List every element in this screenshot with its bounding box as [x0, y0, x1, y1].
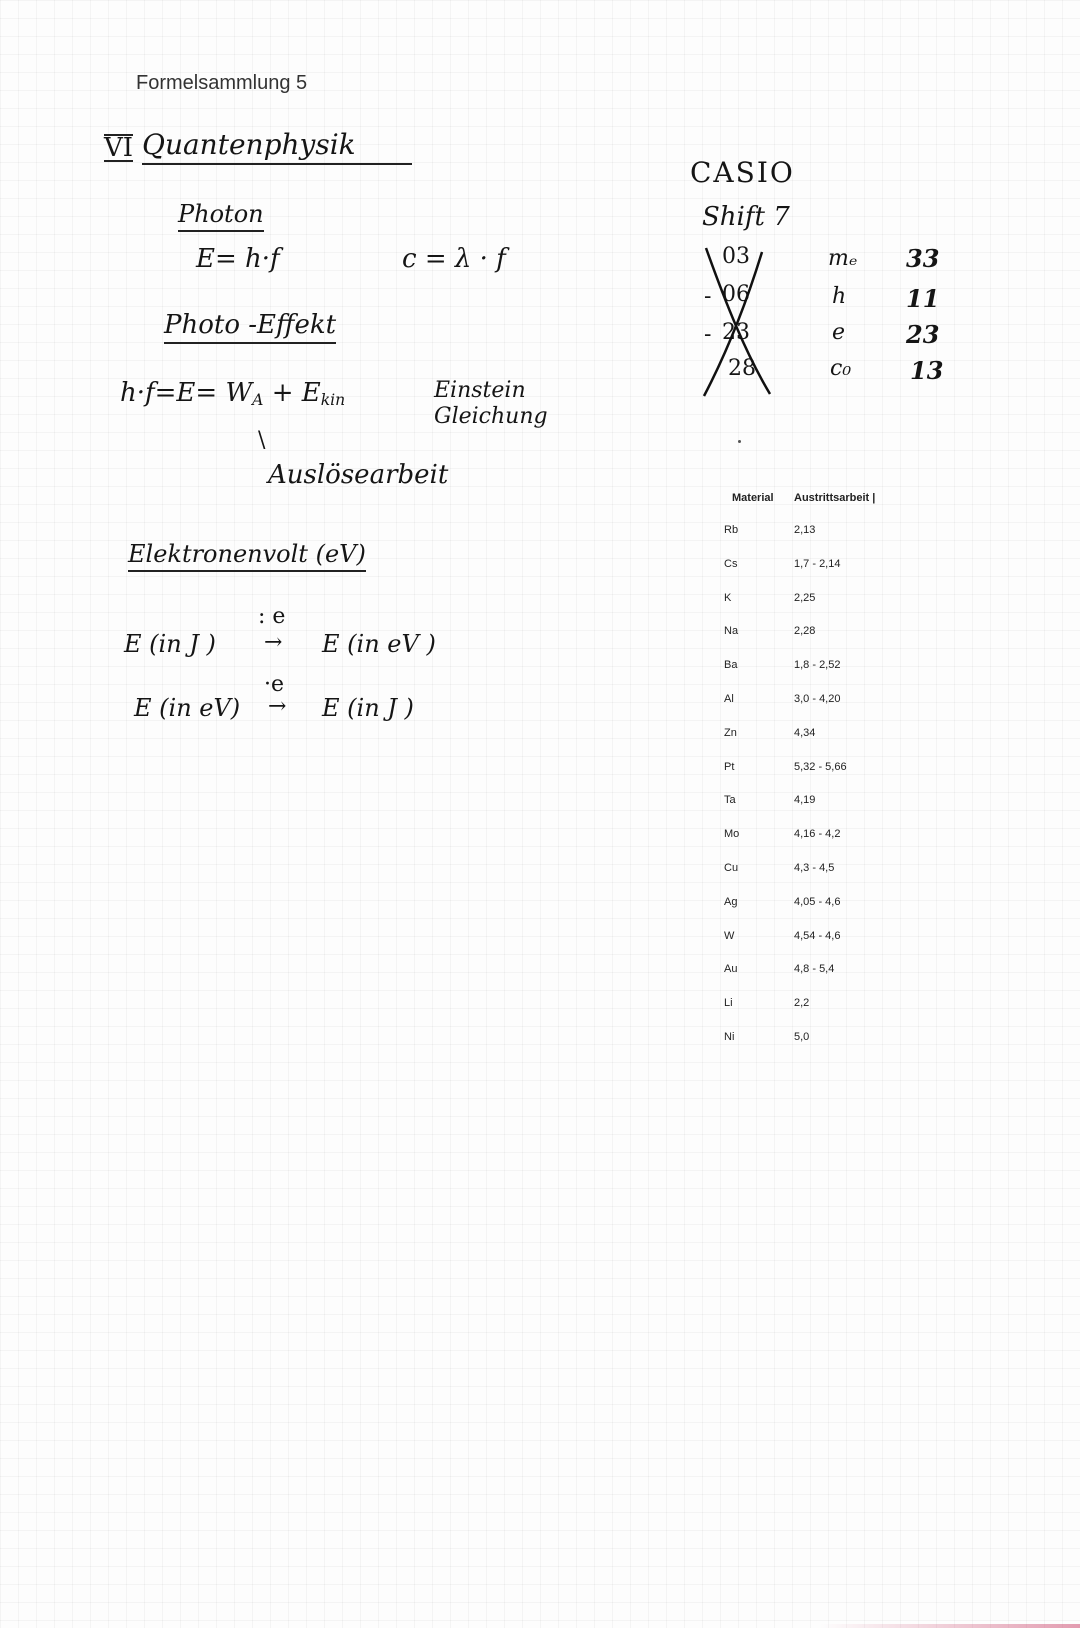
table-cell-work-function: 2,13: [794, 524, 816, 536]
casio-symbol-charge: e: [832, 320, 846, 345]
einstein-note-line2: Gleichung: [434, 404, 548, 429]
table-row: [712, 862, 932, 882]
table-cell-work-function: 2,25: [794, 591, 816, 604]
table-row: [712, 524, 932, 544]
table-cell-work-function: 2,2: [794, 997, 810, 1010]
table-cell-material: Ta: [724, 794, 736, 807]
photon-formula-energy: E= h·f: [196, 244, 280, 274]
table-row: [712, 592, 932, 612]
einstein-equation-plus: + E: [263, 378, 321, 408]
conversion-line1-arrow: →: [264, 630, 283, 655]
table-row: [712, 693, 932, 713]
table-cell-material: K: [724, 591, 732, 604]
table-cell-work-function: 4,19: [794, 794, 816, 807]
casio-shift: Shift 7: [702, 202, 790, 232]
table-header-material: Material: [732, 492, 774, 504]
table-row: [712, 727, 932, 747]
casio-dash-2: -: [704, 322, 712, 347]
casio-code-3: 23: [722, 320, 750, 345]
table-cell-work-function: 4,8 - 5,4: [794, 963, 835, 976]
casio-code-1: 03: [722, 244, 750, 269]
table-cell-work-function: 4,05 - 4,6: [794, 895, 841, 908]
kinetic-subscript: kin: [320, 390, 346, 409]
table-row: [712, 1031, 932, 1051]
table-header: [712, 488, 932, 508]
table-cell-work-function: 1,7 - 2,14: [794, 557, 841, 570]
elektronenvolt-heading: Elektronenvolt (eV): [128, 540, 366, 572]
table-cell-material: Na: [724, 625, 739, 638]
einstein-note-line1: Einstein: [434, 378, 526, 403]
work-function-subscript: A: [252, 390, 264, 409]
table-cell-material: W: [724, 929, 735, 942]
page-title: Formelsammlung 5: [136, 72, 308, 94]
work-function-arrow: \: [258, 428, 266, 453]
table-row: [712, 828, 932, 848]
casio-symbol-planck: h: [832, 284, 847, 309]
table-cell-work-function: 4,3 - 4,5: [794, 862, 835, 874]
table-cell-material: Au: [724, 963, 738, 976]
table-row: [712, 896, 932, 916]
photoeffekt-heading: Photo -Effekt: [164, 310, 336, 344]
casio-symbol-light-speed: c₀: [830, 356, 852, 381]
table-cell-work-function: 5,0: [794, 1031, 810, 1043]
work-function-label: Auslösearbeit: [268, 460, 449, 490]
table-row: [712, 625, 932, 645]
table-row: [712, 761, 932, 781]
conversion-line2-arrow: →: [268, 694, 287, 719]
casio-dash-1: -: [704, 284, 712, 309]
photon-heading: Photon: [178, 200, 264, 232]
casio-value-4: 13: [910, 356, 944, 385]
table-cell-material: Zn: [724, 726, 737, 739]
table-cell-work-function: 4,54 - 4,6: [794, 929, 841, 942]
einstein-equation-left: h·f=E= W: [120, 378, 253, 408]
page-edge: [820, 1624, 1080, 1628]
table-cell-material: Mo: [724, 828, 740, 841]
casio-value-2: 11: [906, 284, 940, 313]
casio-code-2: 06: [722, 282, 750, 307]
table-cell-work-function: 4,16 - 4,2: [794, 828, 841, 841]
photon-formula-wave: c = λ · f: [402, 244, 506, 274]
conversion-op-multiply: ·e: [264, 672, 285, 697]
casio-symbol-electron-mass: mₑ: [828, 246, 858, 271]
section-number: VI: [104, 133, 134, 163]
table-cell-material: Rb: [724, 524, 739, 536]
einstein-equation: [120, 378, 345, 409]
table-row: [712, 930, 932, 950]
casio-code-4: 28: [728, 356, 756, 381]
table-row: [712, 558, 932, 578]
table-cell-work-function: 5,32 - 5,66: [794, 760, 847, 773]
table-cell-material: Cu: [724, 862, 739, 874]
conversion-line2-right: E (in J ): [322, 694, 414, 722]
table-cell-material: Ag: [724, 895, 738, 908]
table-row: [712, 659, 932, 679]
table-cell-material: Cs: [724, 557, 738, 570]
table-cell-work-function: 3,0 - 4,20: [794, 693, 841, 705]
stray-dot: [738, 440, 741, 443]
conversion-op-divide: : e: [258, 604, 286, 629]
casio-value-3: 23: [906, 320, 940, 349]
table-row: [712, 794, 932, 814]
conversion-line2-left: E (in eV): [134, 694, 241, 722]
casio-title: CASIO: [690, 156, 795, 189]
table-row: [712, 963, 932, 983]
section-title: Quantenphysik: [142, 128, 412, 165]
conversion-line1-left: E (in J ): [124, 630, 216, 658]
table-cell-material: Li: [724, 997, 733, 1010]
table-cell-material: Ba: [724, 659, 738, 672]
table-row: [712, 997, 932, 1017]
casio-value-1: 33: [906, 244, 940, 273]
conversion-line1-right: E (in eV ): [322, 630, 436, 658]
table-cell-work-function: 4,34: [794, 726, 816, 739]
table-cell-material: Al: [724, 693, 734, 705]
table-cell-material: Pt: [724, 760, 735, 773]
table-cell-material: Ni: [724, 1031, 735, 1043]
table-cell-work-function: 1,8 - 2,52: [794, 659, 841, 672]
table-cell-work-function: 2,28: [794, 625, 816, 638]
table-header-work-function: Austrittsarbeit |: [794, 492, 876, 504]
